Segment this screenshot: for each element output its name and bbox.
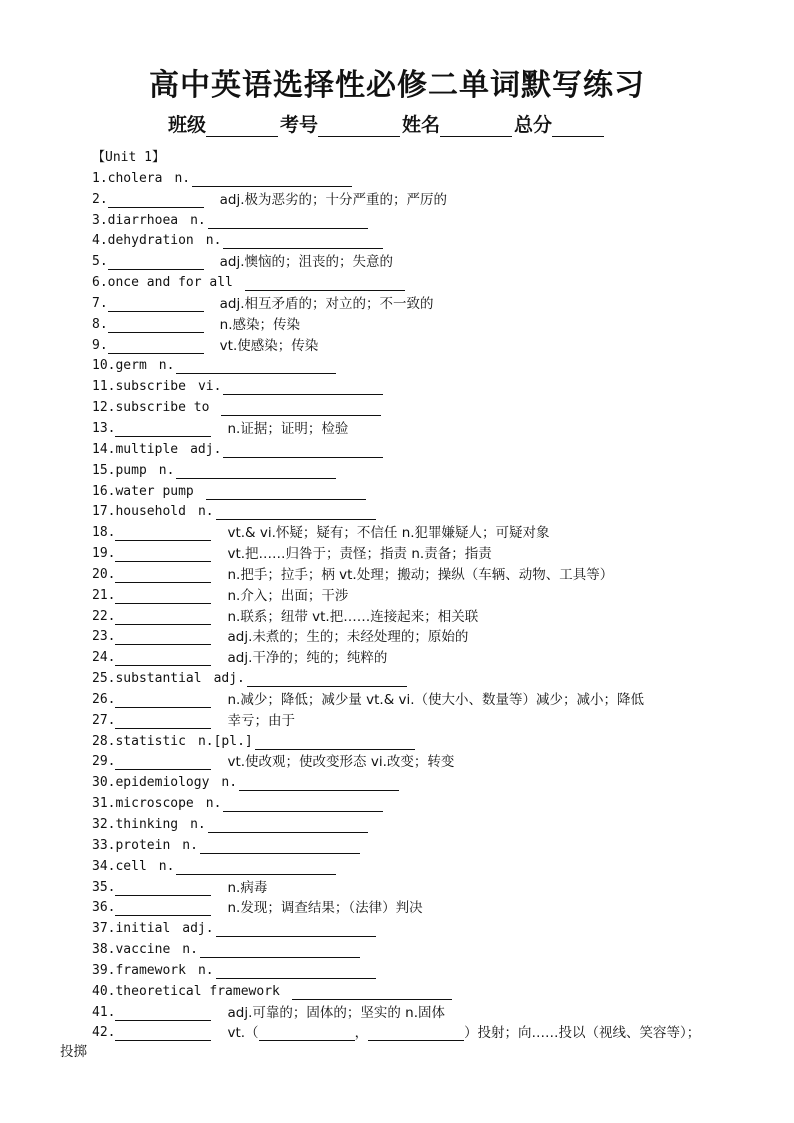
answer-blank[interactable] [221, 401, 381, 416]
item-meaning: n.减少；降低；减少量 vt.& vi.（使大小、数量等）减少；减小；降低 [227, 691, 645, 708]
vocab-item [92, 645, 752, 666]
item-meaning: adj.极为恶劣的；十分严重的；严厉的 [219, 191, 448, 208]
vocab-item [92, 937, 752, 958]
vocab-item [92, 687, 752, 708]
answer-blank[interactable] [216, 964, 376, 979]
vocab-item [92, 833, 752, 854]
item-part-of-speech: n. [205, 796, 222, 812]
name-label: 姓名 [402, 114, 441, 136]
item-word: statistic [115, 733, 186, 749]
item-number: 29. [92, 754, 116, 770]
answer-blank[interactable] [115, 1006, 211, 1021]
item-meaning: vt.把……归咎于；责怪；指责 n.责备；指责 [227, 546, 492, 563]
vocab-item [92, 896, 752, 917]
vocab-item [92, 625, 752, 646]
item-number: 4. [92, 233, 108, 249]
answer-blank[interactable] [115, 422, 211, 437]
item-word: microscope [115, 796, 194, 812]
vocab-item [92, 479, 752, 500]
vocab-item [92, 875, 752, 896]
answer-blank[interactable] [115, 610, 211, 625]
item-meaning: n.把手；拉手；柄 vt.处理；搬动；操纵（车辆、动物、工具等） [227, 566, 614, 583]
item-number: 19. [92, 546, 116, 562]
item-part-of-speech: adj. [190, 441, 222, 457]
item-part-of-speech: n. [182, 942, 198, 958]
item-part-of-speech: n. [197, 962, 214, 978]
vocab-item [92, 229, 752, 250]
answer-blank[interactable] [223, 380, 383, 395]
item-meaning: 幸亏；由于 [227, 712, 295, 729]
item-part-of-speech: adj. [182, 921, 214, 937]
item-number: 8. [92, 316, 108, 332]
item-word: water pump [115, 483, 194, 499]
item-word: multiple [115, 441, 179, 457]
item-part-of-speech: vi. [197, 379, 222, 395]
vocab-item [92, 604, 752, 625]
student-info-row [168, 110, 606, 137]
answer-blank[interactable] [115, 693, 211, 708]
vocab-item [92, 187, 752, 208]
vocab-item [92, 500, 752, 521]
exam-number-field[interactable] [318, 116, 400, 137]
vocab-item [92, 416, 752, 437]
answer-blank[interactable] [247, 672, 407, 687]
item-number: 9. [92, 337, 108, 353]
item-part-of-speech: n. [158, 358, 175, 374]
answer-blank[interactable] [255, 735, 415, 750]
answer-blank[interactable] [115, 901, 211, 916]
vocab-item [92, 583, 752, 604]
exam-number-label: 考号 [280, 114, 319, 136]
answer-blank[interactable] [115, 630, 211, 645]
item-number: 32. [92, 817, 116, 832]
answer-blank[interactable] [208, 214, 368, 229]
item-number: 7. [92, 295, 108, 311]
item-meaning: vt.使感染；传染 [219, 337, 319, 354]
vocab-item [92, 291, 752, 312]
vocab-item [92, 458, 752, 479]
item-number: 18. [92, 525, 116, 541]
answer-blank[interactable] [223, 443, 383, 458]
item-number: 36. [92, 900, 116, 916]
vocab-item [92, 249, 752, 270]
item-number: 20. [92, 566, 116, 582]
form-blank[interactable] [368, 1026, 464, 1041]
answer-blank[interactable] [108, 318, 204, 333]
vocab-item [92, 812, 752, 833]
item-meaning: adj.干净的；纯的；纯粹的 [227, 650, 388, 667]
vocab-item [92, 854, 752, 875]
item-meaning: vt.& vi.怀疑；疑有；不信任 n.犯罪嫌疑人；可疑对象 [227, 525, 550, 542]
item-meaning: adj.未煮的；生的；未经处理的；原始的 [227, 629, 469, 646]
answer-blank[interactable] [108, 297, 204, 312]
vocab-item [92, 166, 752, 187]
vocab-item [92, 791, 752, 812]
item-word: germ [115, 358, 147, 374]
vocab-item [92, 979, 752, 1000]
total-score-label: 总分 [514, 114, 553, 136]
vocab-item [92, 437, 752, 458]
item-number: 35. [92, 879, 116, 895]
answer-blank[interactable] [176, 359, 336, 374]
item-meaning: n.联系；纽带 vt.把……连接起来；相关联 [227, 608, 479, 625]
item-number: 30. [92, 775, 116, 791]
item-number: 28. [92, 733, 116, 749]
answer-blank[interactable] [115, 755, 211, 770]
vocab-item [92, 770, 752, 791]
item-word: diarrhoea [107, 212, 179, 228]
item-word: household [115, 504, 186, 520]
item-number: 15. [92, 462, 116, 478]
item-word: subscribe to [115, 400, 210, 416]
item-word: once and for all [107, 275, 233, 291]
vocab-item [92, 1021, 752, 1042]
answer-blank[interactable] [192, 172, 352, 187]
item-number: 33. [92, 837, 116, 853]
item-number: 25. [92, 671, 116, 687]
vocab-item [92, 270, 752, 291]
item-meaning: adj.懊恼的；沮丧的；失意的 [219, 254, 394, 271]
vocab-item [92, 354, 752, 375]
answer-blank[interactable] [115, 526, 211, 541]
item-number: 17. [92, 504, 116, 520]
item-number: 39. [92, 962, 116, 978]
item-word: thinking [115, 817, 179, 832]
item-part-of-speech: n. [221, 775, 238, 791]
item-word: pump [115, 462, 147, 478]
answer-blank[interactable] [200, 839, 360, 854]
vocabulary-list [92, 166, 752, 1041]
vocab-item [92, 1000, 752, 1021]
item-meaning: vt.（ [227, 1025, 259, 1042]
answer-blank[interactable] [115, 714, 211, 729]
vocab-item [92, 750, 752, 771]
item-part-of-speech: n. [158, 462, 175, 478]
item-word: dehydration [107, 233, 194, 249]
item-number: 3. [92, 212, 108, 228]
item-number: 14. [92, 441, 116, 457]
item-meaning: n.病毒 [227, 879, 268, 896]
item-number: 11. [92, 379, 116, 395]
item-42-continuation: 投掷 [60, 1044, 87, 1060]
item-number: 27. [92, 712, 116, 728]
item-number: 40. [92, 983, 116, 999]
item-number: 26. [92, 691, 116, 707]
item-word: cell [115, 858, 147, 874]
item-number: 2. [92, 191, 108, 207]
item-part-of-speech: n.[pl.] [197, 733, 253, 749]
item-part-of-speech: n. [174, 170, 191, 186]
item-separator: ， [354, 1025, 369, 1042]
class-field[interactable] [206, 116, 278, 137]
item-number: 34. [92, 858, 116, 874]
item-number: 38. [92, 942, 116, 958]
item-meaning: n.证据；证明；检验 [227, 420, 349, 437]
item-meaning: adj.可靠的；固体的；坚实的 n.固体 [227, 1004, 446, 1021]
name-field[interactable] [440, 116, 512, 137]
item-meaning: ）投射；向……投以（视线、笑容等）； [464, 1025, 701, 1042]
item-meaning: adj.相互矛盾的；对立的；不一致的 [219, 295, 434, 312]
answer-blank[interactable] [200, 943, 360, 958]
item-number: 12. [92, 400, 116, 416]
vocab-item [92, 541, 752, 562]
item-number: 42. [92, 1025, 116, 1041]
item-number: 10. [92, 358, 116, 374]
vocab-item [92, 520, 752, 541]
item-word: cholera [107, 170, 163, 186]
item-word: vaccine [115, 942, 171, 958]
item-number: 13. [92, 420, 116, 436]
item-part-of-speech: adj. [213, 671, 245, 687]
item-part-of-speech: n. [205, 233, 222, 249]
vocab-item [92, 916, 752, 937]
item-number: 22. [92, 608, 116, 624]
item-part-of-speech: n. [190, 212, 206, 228]
item-part-of-speech: n. [197, 504, 214, 520]
answer-blank[interactable] [115, 589, 211, 604]
item-number: 31. [92, 796, 116, 812]
item-number: 16. [92, 483, 116, 499]
answer-blank[interactable] [108, 339, 204, 354]
answer-blank[interactable] [108, 255, 204, 270]
form-blank[interactable] [259, 1026, 355, 1041]
answer-blank[interactable] [115, 568, 211, 583]
vocab-item [92, 374, 752, 395]
vocab-item [92, 562, 752, 583]
item-part-of-speech: n. [158, 858, 175, 874]
vocab-item [92, 729, 752, 750]
item-number: 37. [92, 921, 116, 937]
vocab-item [92, 395, 752, 416]
item-meaning: vt.使改观；使改变形态 vi.改变；转变 [227, 754, 455, 771]
item-word: initial [115, 921, 171, 937]
item-meaning: n.介入；出面；干涉 [227, 587, 349, 604]
answer-blank[interactable] [115, 881, 211, 896]
vocab-item [92, 666, 752, 687]
item-meaning: n.发现；调查结果；（法律）判决 [227, 900, 423, 917]
item-number: 6. [92, 275, 108, 291]
item-word: theoretical framework [115, 983, 280, 999]
answer-blank[interactable] [223, 797, 383, 812]
item-number: 23. [92, 629, 116, 645]
item-word: substantial [115, 671, 202, 687]
item-word: protein [115, 837, 171, 853]
vocab-item [92, 708, 752, 729]
item-number: 1. [92, 170, 108, 186]
item-number: 24. [92, 650, 116, 666]
class-label: 班级 [168, 114, 207, 136]
vocab-item [92, 333, 752, 354]
page-title: 高中英语选择性必修二单词默写练习 [149, 68, 645, 103]
item-part-of-speech: n. [182, 837, 198, 853]
answer-blank[interactable] [245, 276, 405, 291]
answer-blank[interactable] [223, 234, 383, 249]
item-word: epidemiology [115, 775, 210, 791]
answer-blank[interactable] [216, 922, 376, 937]
answer-blank[interactable] [216, 505, 376, 520]
item-number: 5. [92, 254, 108, 270]
vocab-item [92, 208, 752, 229]
answer-blank[interactable] [115, 547, 211, 562]
vocab-item [92, 312, 752, 333]
answer-blank[interactable] [115, 651, 211, 666]
unit-heading: 【Unit 1】 [92, 150, 165, 165]
answer-blank[interactable] [176, 464, 336, 479]
item-number: 41. [92, 1004, 116, 1020]
item-word: framework [115, 962, 186, 978]
answer-blank[interactable] [239, 776, 399, 791]
vocab-item [92, 958, 752, 979]
item-number: 21. [92, 587, 116, 603]
item-word: subscribe [115, 379, 186, 395]
total-score-field[interactable] [552, 116, 604, 137]
answer-blank[interactable] [176, 860, 336, 875]
item-meaning: n.感染；传染 [219, 316, 301, 333]
answer-blank[interactable] [292, 985, 452, 1000]
answer-blank[interactable] [206, 485, 366, 500]
answer-blank[interactable] [108, 193, 204, 208]
answer-blank[interactable] [115, 1026, 211, 1041]
answer-blank[interactable] [208, 818, 368, 833]
item-part-of-speech: n. [190, 817, 206, 832]
